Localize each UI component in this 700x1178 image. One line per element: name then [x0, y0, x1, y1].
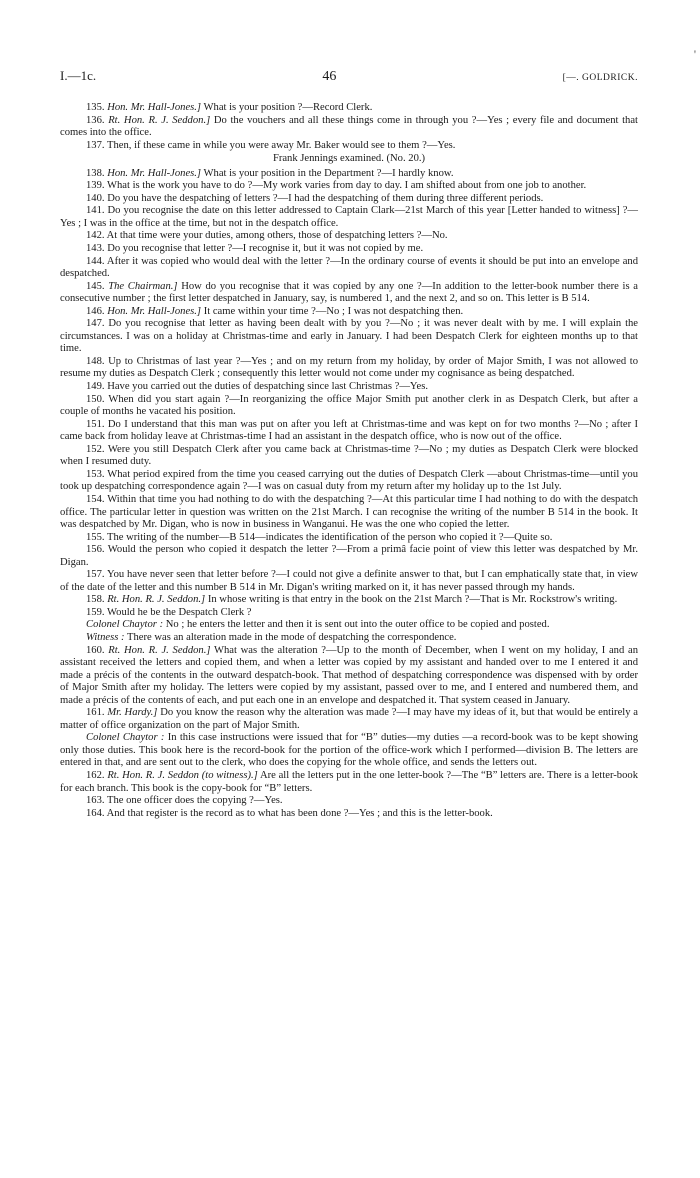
- speaker-name: Witness :: [86, 631, 125, 643]
- document-body: [60, 102, 638, 820]
- paragraph-text: No ; he enters the letter and then it is sent out into the outer office to be copied and posted.: [163, 619, 550, 631]
- paragraph-text: What period expired from the time you ceased carrying out the duties of Despatch Clerk —about Christmas-time—until you took up despatching correspondence again ?—I was on casual duty from my return after my holiday up to the 1st July.: [60, 468, 638, 493]
- testimony-paragraph: [60, 140, 638, 153]
- question-number: 136.: [86, 114, 109, 126]
- speaker-name: Hon. Mr. Hall-Jones.]: [107, 102, 202, 113]
- question-number: 147.: [86, 318, 109, 330]
- question-number: 157.: [86, 569, 107, 581]
- question-number: 142.: [86, 230, 107, 242]
- speaker-name: Rt. Hon. R. J. Seddon (to witness).]: [107, 769, 258, 781]
- question-number: 158.: [86, 594, 108, 606]
- question-number: 139.: [86, 180, 107, 192]
- speaker-name: Rt. Hon. R. J. Seddon.]: [108, 114, 211, 126]
- testimony-paragraph: [60, 645, 638, 708]
- testimony-paragraph: [60, 444, 638, 469]
- testimony-paragraph: [60, 168, 638, 181]
- paragraph-text: Are all the letters put in the one letter-book ?—The “B” letters are. There is a letter-book for each branch. This book is the copy-book for “B” letters.: [60, 769, 638, 794]
- speaker-name: Colonel Chaytor :: [86, 732, 165, 744]
- testimony-paragraph: [60, 102, 638, 115]
- paragraph-text: What was the alteration ?—Up to the month of December, when I went on my holiday, I and an assistant received the letters and copied them, and when a letter was copied by my assistant and handed over to me I entered it and made a précis of the contents in the outward despatch-book. That method of despatching correspondence was dispensed with by order of Major Smith after my holiday. The letters were copied by my assistant, passed over to me, and I entered and numbered them, and made a précis of the contents of each, and put each one in an envelope and despatched it. That system ceased in January.: [60, 644, 638, 706]
- question-number: 152.: [86, 443, 108, 455]
- paragraph-text: At that time were your duties, among others, those of despatching letters ?—No.: [106, 230, 448, 242]
- question-number: 144.: [86, 255, 107, 267]
- paragraph-text: Within that time you had nothing to do with the despatching ?—At this particular time I had nothing to do with the despatch office. The particular letter in question was written on the 21st March. I can recognise the writing of the number B 514 in the book. It was despatched by Mr. Digan, who is now in business in Wanganui. He was the one who copied the letter.: [60, 493, 638, 531]
- speaker-name: Rt. Hon. R. J. Seddon.]: [107, 594, 206, 606]
- heading-text: Frank Jennings examined. (No. 20.): [272, 153, 426, 165]
- question-number: 141.: [86, 205, 108, 217]
- paragraph-text: Then, if these came in while you were away Mr. Baker would see to them ?—Yes.: [107, 139, 456, 151]
- paragraph-text: Do I understand that this man was put on after you left at Christmas-time and was kept on for two months ?—No ; after I came back from holiday leave at Christmas-time I had an assistant in the despatch office, who is now out of the office.: [60, 418, 639, 443]
- testimony-paragraph: [60, 619, 638, 632]
- paragraph-text: Would he be the Despatch Clerk ?: [107, 606, 252, 618]
- paragraph-text: Do the vouchers and all these things come in through you ?—Yes ; every file and document that comes into the office.: [60, 114, 638, 139]
- testimony-paragraph: [60, 569, 638, 594]
- speaker-name: Colonel Chaytor :: [86, 619, 164, 631]
- paragraph-text: You have never seen that letter before ?—I could not give a definite answer to that, but I can emphatically state that, in view of the date of the letter and this number B 514 in Mr. Digan's writing marked on it, it has never passed through my hands.: [60, 569, 638, 593]
- testimony-paragraph: [60, 318, 638, 356]
- question-number: 135.: [86, 102, 108, 113]
- testimony-paragraph: [60, 607, 638, 620]
- paragraph-text: There was an alteration made in the mode of despatching the correspondence.: [124, 631, 457, 643]
- paragraph-text: What is the work you have to do ?—My work varies from day to day. I am shifted about from one job to another.: [107, 180, 587, 192]
- testimony-paragraph: [60, 381, 638, 394]
- testimony-paragraph: [60, 419, 638, 444]
- paragraph-text: Would the person who copied it despatch the letter ?—From a primâ facie point of view this letter was despatched by Mr. Digan.: [60, 544, 638, 568]
- question-number: 143.: [86, 243, 108, 255]
- testimony-paragraph: [60, 494, 638, 532]
- testimony-paragraph: [60, 544, 638, 569]
- paragraph-text: What is your position in the Department ?—I hardly know.: [201, 167, 454, 179]
- speaker-name: Mr. Hardy.]: [107, 707, 158, 719]
- page-header: [60, 70, 638, 90]
- testimony-paragraph: [60, 770, 638, 795]
- paragraph-text: And that register is the record as to what has been done ?—Yes ; and this is the letter-book.: [106, 807, 493, 819]
- question-number: 156.: [86, 544, 108, 556]
- speaker-name: Hon. Mr. Hall-Jones.]: [107, 167, 202, 179]
- paragraph-text: Were you still Despatch Clerk after you came back at Christmas-time ?—No ; my duties as Despatch Clerk were blocked when I resumed duty.: [60, 443, 639, 468]
- testimony-paragraph: [60, 243, 638, 256]
- question-number: 148.: [86, 355, 109, 367]
- paragraph-text: Do you know the reason why the alteration was made ?—I may have my ideas of it, but that would be entirely a matter of office organization on the part of Major Smith.: [60, 707, 639, 731]
- paragraph-text: In this case instructions were issued that for “B” duties—my duties —a record-book was to be kept showing only those duties. This book here is the record-book for the portion of the office-work which I performed—division B. The letters are entered in that, and are sent out to the clerk, who does the copying for the whole office, and sends the letters out.: [60, 732, 638, 769]
- question-number: 146.: [86, 305, 108, 317]
- testimony-paragraph: [60, 707, 638, 732]
- paragraph-text: In whose writing is that entry in the book on the 21st March ?—That is Mr. Rockstrow's writing.: [205, 594, 618, 606]
- testimony-paragraph: [60, 732, 638, 770]
- testimony-paragraph: [60, 306, 638, 319]
- testimony-paragraph: [60, 632, 638, 645]
- testimony-paragraph: [60, 193, 638, 206]
- testimony-paragraph: [60, 469, 638, 494]
- question-number: 138.: [86, 167, 108, 179]
- paragraph-text: The one officer does the copying ?—Yes.: [107, 795, 283, 807]
- testimony-paragraph: [60, 532, 638, 545]
- testimony-paragraph: [60, 356, 638, 381]
- paragraph-text: How do you recognise that it was copied by any one ?—In addition to the letter-book number there is a consecutive number ; the first letter despatched in January, say, is numbered 1, and the next 2, and so on. This letter is B 514.: [60, 280, 638, 305]
- question-number: 140.: [86, 192, 108, 204]
- question-number: 137.: [86, 139, 107, 151]
- paragraph-text: After it was copied who would deal with the letter ?—In the ordinary course of events it should be put into an envelope and despatched.: [60, 255, 639, 280]
- paragraph-text: Do you have the despatching of letters ?—I had the despatching of them during three different periods.: [107, 192, 544, 204]
- paragraph-text: Have you carried out the duties of despatching since last Christmas ?—Yes.: [107, 381, 428, 393]
- speaker-name: The Chairman.]: [108, 280, 178, 292]
- testimony-paragraph: [60, 256, 638, 281]
- testimony-paragraph: [60, 594, 638, 607]
- speaker-name: Hon. Mr. Hall-Jones.]: [107, 305, 202, 317]
- question-number: 153.: [86, 468, 108, 480]
- speaker-name: Rt. Hon. R. J. Seddon.]: [108, 644, 211, 656]
- question-number: 155.: [86, 531, 107, 543]
- question-number: 154.: [86, 493, 108, 505]
- header-witness-name: [—. GOLDRICK.: [562, 73, 638, 83]
- question-number: 145.: [86, 280, 109, 292]
- testimony-paragraph: [60, 795, 638, 808]
- paragraph-text: What is your position ?—Record Clerk.: [201, 102, 373, 113]
- paragraph-text: The writing of the number—B 514—indicates the identification of the person who copied it ?—Quite so.: [107, 531, 553, 543]
- section-heading: [60, 153, 638, 166]
- testimony-paragraph: [60, 281, 638, 306]
- paragraph-text: Do you recognise that letter ?—I recognise it, but it was not copied by me.: [107, 243, 424, 255]
- header-reference: I.—1c.: [60, 68, 97, 83]
- question-number: 149.: [86, 381, 108, 393]
- question-number: 161.: [86, 707, 108, 719]
- question-number: 150.: [86, 393, 109, 405]
- question-number: 163.: [86, 795, 107, 807]
- paragraph-text: Up to Christmas of last year ?—Yes ; and on my return from my holiday, by order of Major Smith, I was not allowed to resume my duties as Despatch Clerk ; consequently this letter would not come under my cognisance as being despatched.: [60, 355, 638, 380]
- paragraph-text: Do you recognise the date on this letter addressed to Captain Clark—21st March of this year [Letter handed to witness] ?—Yes ; I was in the office at the time, but not in the despatch office.: [60, 205, 639, 229]
- testimony-paragraph: [60, 115, 638, 140]
- testimony-paragraph: [60, 230, 638, 243]
- question-number: 159.: [86, 606, 107, 618]
- testimony-paragraph: [60, 808, 638, 821]
- margin-mark: ': [693, 47, 696, 61]
- page-number: 46: [322, 69, 337, 84]
- paragraph-text: It came within your time ?—No ; I was not despatching then.: [201, 305, 464, 317]
- question-number: 151.: [86, 418, 108, 430]
- testimony-paragraph: [60, 205, 638, 230]
- question-number: 164.: [86, 807, 107, 819]
- paragraph-text: Do you recognise that letter as having been dealt with by you ?—No ; it was never dealt with by me. I will explain the circumstances. I was on a holiday at Christmas-time and early in January. I had been Despatch Clerk for eighteen months up to that time.: [60, 318, 639, 355]
- question-number: 160.: [86, 644, 109, 656]
- testimony-paragraph: [60, 180, 638, 193]
- question-number: 162.: [86, 769, 108, 781]
- testimony-paragraph: [60, 394, 638, 419]
- paragraph-text: When did you start again ?—In reorganizing the office Major Smith put another clerk in as Despatch Clerk, but after a couple of months he vacated his position.: [60, 393, 638, 418]
